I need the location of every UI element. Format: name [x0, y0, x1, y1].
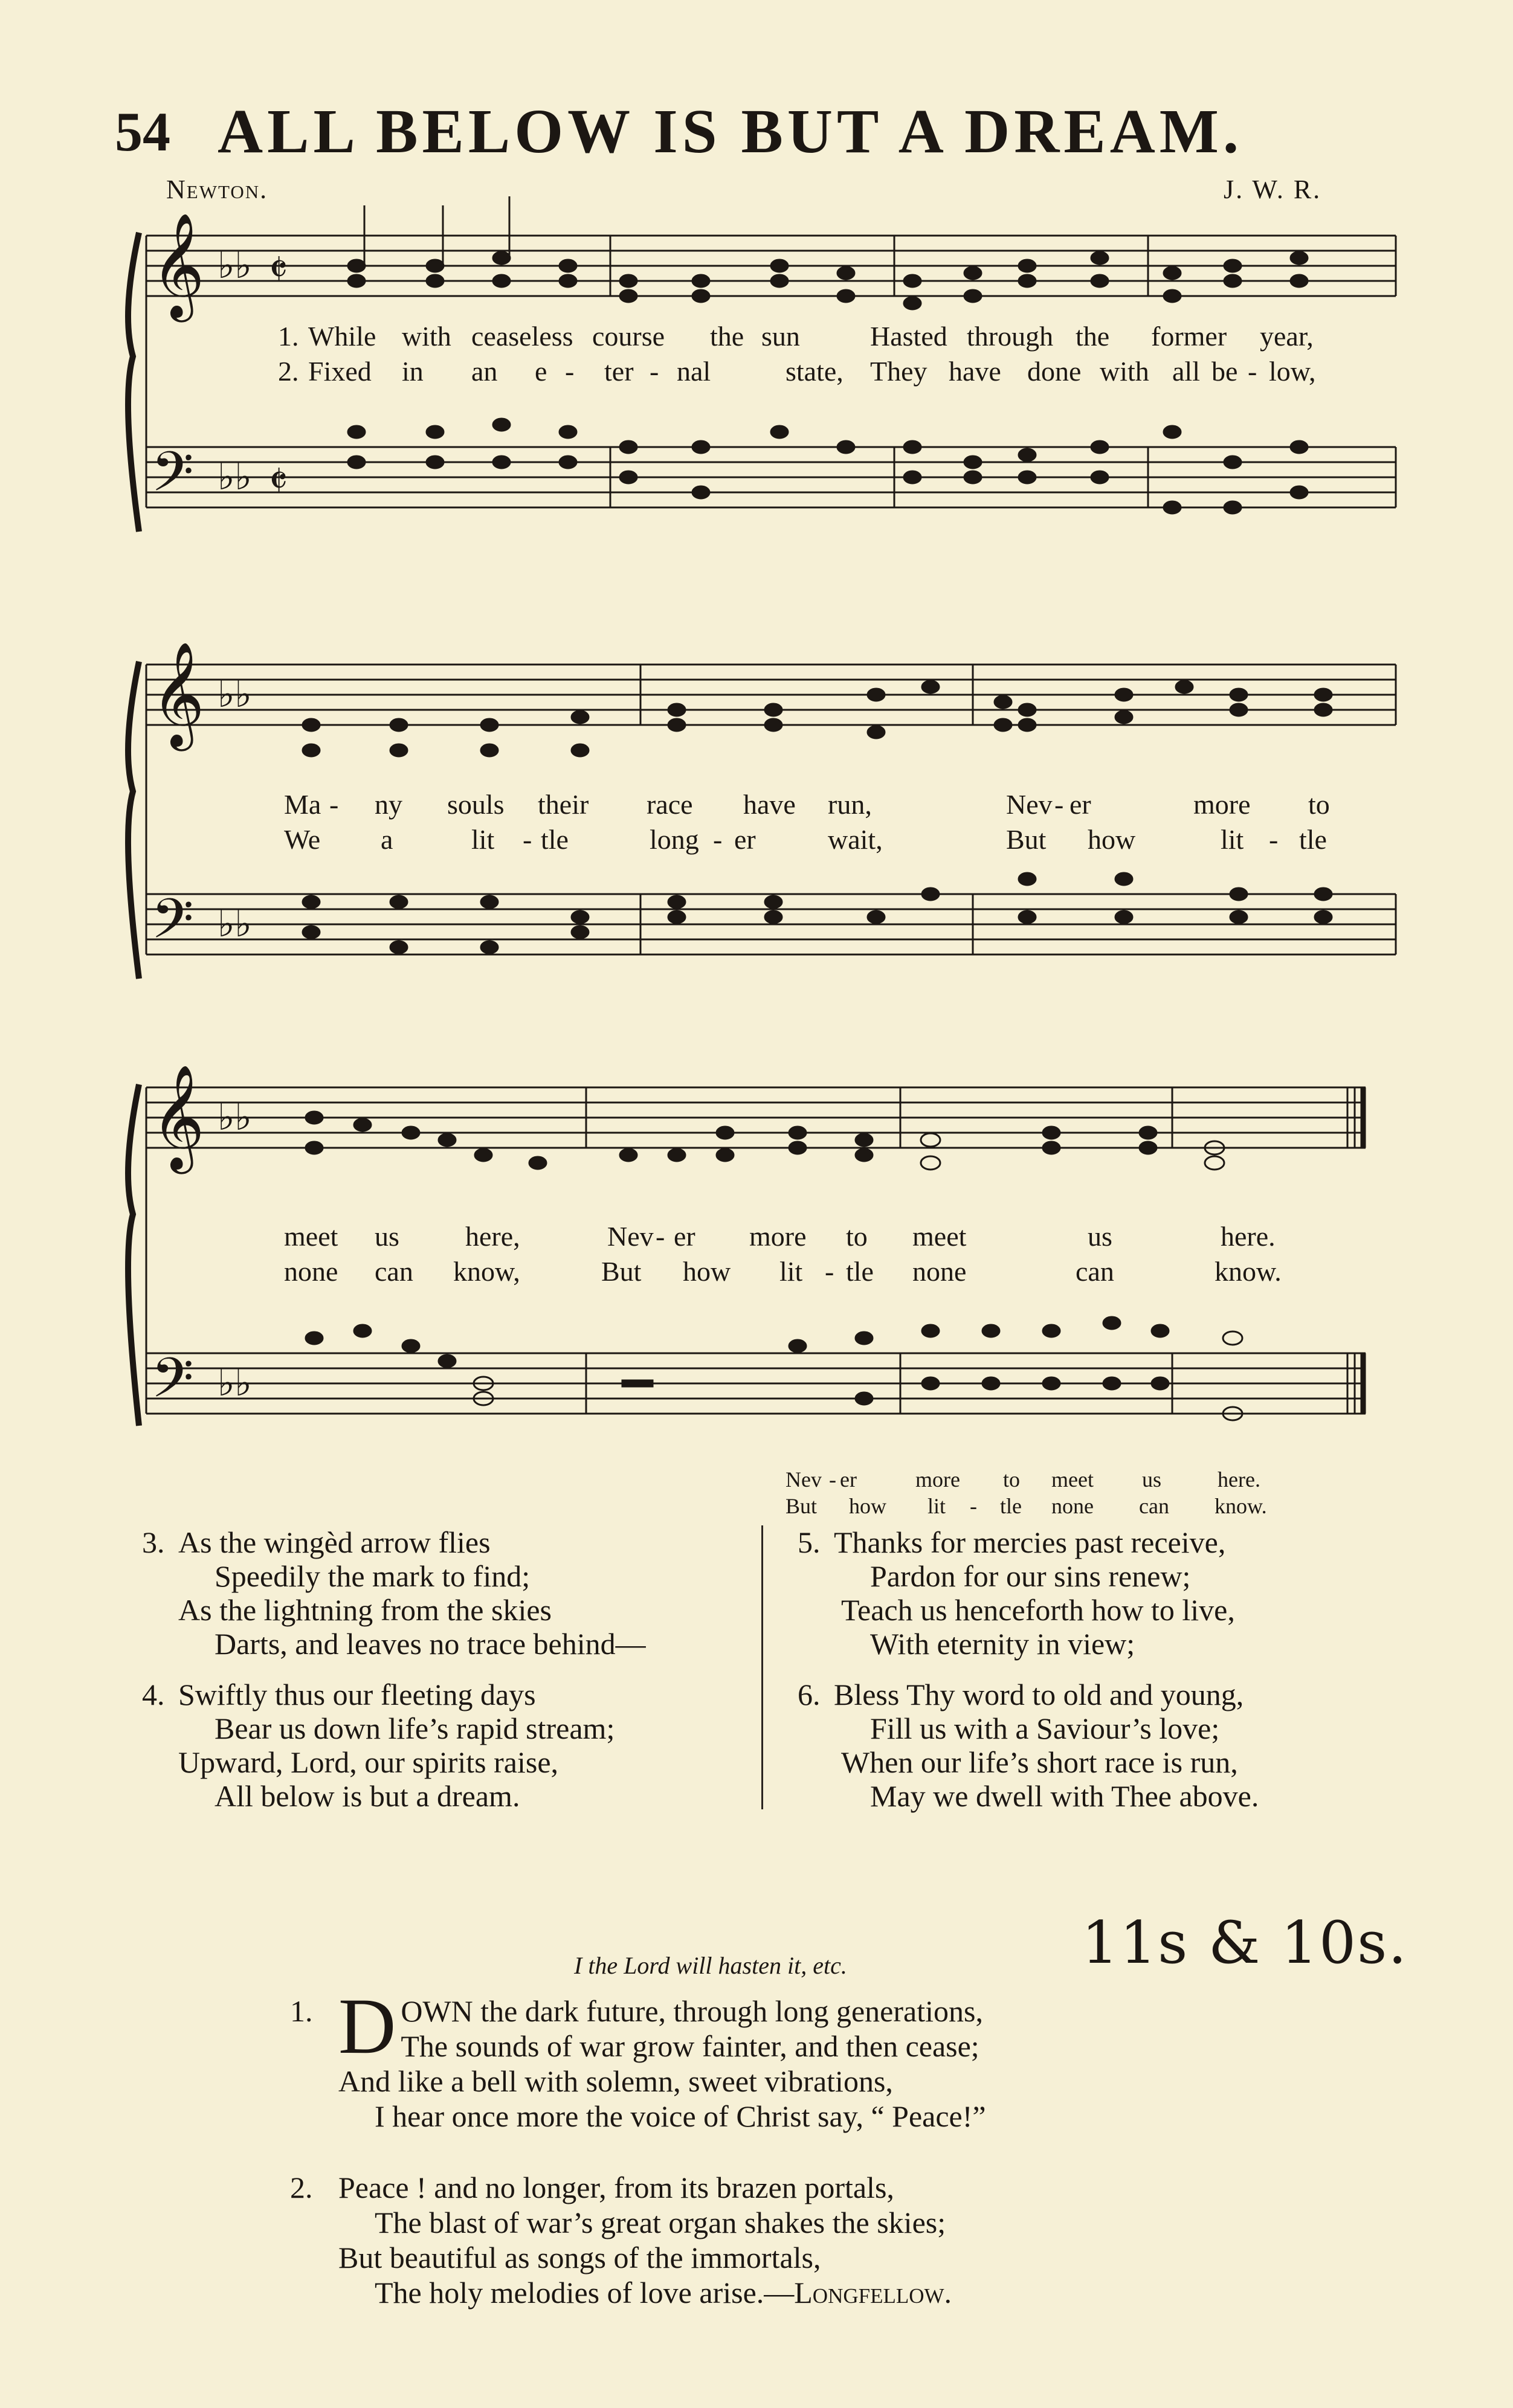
lyrics-system-1-verse-1: 1. While with ceaseless course the sun Hasted through the former year,	[278, 321, 1314, 352]
stanzas-right-column	[798, 1525, 1402, 1830]
hymn-title: ALL BELOW IS BUT A DREAM.	[218, 97, 1243, 166]
lyrics-system-3-verse-2: none can know, But how lit - tle none can know.	[284, 1256, 1282, 1287]
poem-stanza-2: 2. Peace ! and no longer, from its brazen portals, The blast of war’s great organ shakes the skies; But beautiful as songs of the immortals, The holy melodies of love arise.—Longfellow.	[290, 2171, 952, 2310]
second-hymn-text	[290, 1994, 1317, 2346]
stanza-number: 2.	[290, 2171, 313, 2204]
lyrics-system-3-verse-1: meet us here, Nev - er more to meet us here.	[284, 1221, 1276, 1252]
page-number: 54	[115, 101, 170, 163]
svg-text:𝄵: 𝄵	[269, 247, 288, 294]
svg-text:♭♭: ♭♭	[218, 1098, 252, 1138]
poem-stanza-1: 1. D OWN the dark future, through long generations, The sounds of war grow fainter, and then cease; And like a bell with solemn, sweet vibrations, I hear once more the voice of Christ say, “ Peace!”	[290, 1994, 986, 2133]
svg-text:♭♭: ♭♭	[218, 675, 252, 715]
stanza-3: 3. As the wingèd arrow flies Speedily the mark to find; As the lightning from the skies Darts, and leaves no trace behind—	[142, 1525, 646, 1661]
column-divider	[761, 1525, 763, 1809]
lyrics-system-2-verse-1: Ma - ny souls their race have run, Nev - er more to	[284, 789, 1330, 820]
svg-text:𝄵: 𝄵	[269, 459, 288, 505]
svg-text:♭♭: ♭♭	[218, 457, 252, 497]
svg-text:𝄞: 𝄞	[151, 1064, 205, 1170]
stanza-5: 5. Thanks for mercies past receive, Pardon for our sins renew; Teach us henceforth how to live, With eternity in view;	[798, 1525, 1235, 1661]
svg-text:𝄞: 𝄞	[151, 642, 205, 747]
epigraph: I the Lord will hasten it, etc.	[574, 1952, 847, 1979]
meter-heading: 11s & 10s.	[1082, 1909, 1408, 1977]
svg-text:𝄢: 𝄢	[151, 887, 194, 964]
svg-text:♭♭: ♭♭	[218, 904, 252, 944]
author-name: Longfellow.	[794, 2276, 952, 2310]
svg-text:𝄞: 𝄞	[151, 213, 205, 318]
svg-text:𝄢: 𝄢	[151, 1346, 194, 1423]
svg-text:♭♭: ♭♭	[218, 1363, 252, 1403]
drop-cap: D	[338, 1994, 396, 2064]
bass-lyrics-verse-2: But how lit - tle none can know.	[786, 1494, 1267, 1518]
stanza-4: 4. Swiftly thus our fleeting days Bear us down life’s rapid stream; Upward, Lord, our spirits raise, All below is but a dream.	[142, 1678, 615, 1813]
svg-text:♭♭: ♭♭	[218, 246, 252, 286]
bass-lyrics-verse-1: Nev - er more to meet us here.	[786, 1467, 1260, 1492]
lyrics-system-1-verse-2: 2. Fixed in an e - ter - nal state, They have done with all be - low,	[278, 356, 1316, 387]
svg-text:𝄢: 𝄢	[151, 440, 194, 517]
stanza-number: 1.	[290, 1994, 313, 2028]
lyrics-system-2-verse-2: We a lit - tle long - er wait, But how lit - tle	[284, 824, 1327, 855]
stanzas-left-column	[142, 1525, 746, 1830]
stanza-6: 6. Bless Thy word to old and young, Fill us with a Saviour’s love; When our life’s short race is run, May we dwell with Thee above.	[798, 1678, 1259, 1813]
composer-initials: J. W. R.	[1224, 175, 1322, 204]
tune-name: Newton.	[166, 175, 268, 204]
